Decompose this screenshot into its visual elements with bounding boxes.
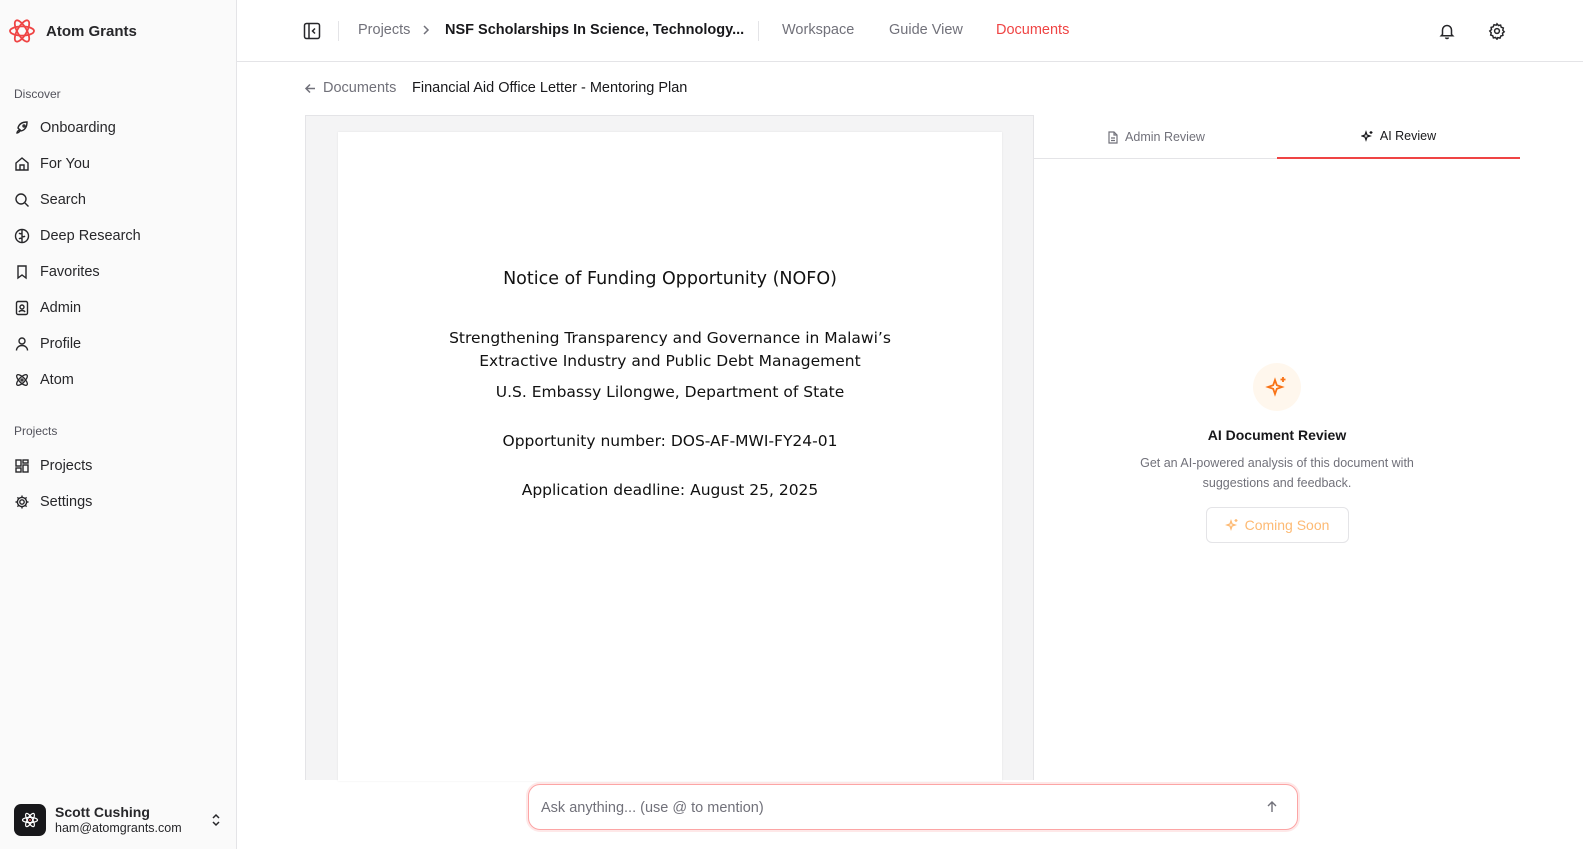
- search-icon: [14, 192, 30, 208]
- sidebar-item-search[interactable]: [8, 182, 228, 218]
- sidebar-item-label: Favorites: [40, 264, 100, 280]
- doc-agency: U.S. Embassy Lilongwe, Department of State: [495, 383, 845, 401]
- sidebar-item-label: Onboarding: [40, 120, 116, 136]
- tab-workspace[interactable]: Workspace: [782, 22, 855, 38]
- section-label-discover: Discover: [14, 87, 61, 101]
- coming-soon-label: Coming Soon: [1244, 517, 1330, 533]
- rocket-icon: [14, 120, 30, 136]
- user-name: Scott Cushing: [55, 804, 150, 820]
- brain-icon: [14, 228, 30, 244]
- admin-badge-icon: [14, 300, 30, 316]
- doc-subtitle: Strengthening Transparency and Governance in Malawi’s Extractive Industry and Public Debt Management: [449, 329, 891, 370]
- sidebar-item-label: Admin: [40, 300, 82, 316]
- breadcrumb-projects[interactable]: Projects: [358, 22, 411, 38]
- sparkles-icon: [1225, 518, 1239, 532]
- back-label: Documents: [323, 80, 397, 96]
- sidebar-item-settings[interactable]: [8, 484, 228, 520]
- tab-label: Admin Review: [1125, 130, 1205, 144]
- user-meta: [55, 804, 182, 836]
- coming-soon-button[interactable]: [1206, 507, 1349, 543]
- tab-admin-review[interactable]: [1034, 115, 1277, 159]
- back-to-documents-link[interactable]: [304, 80, 396, 96]
- gear-icon: [14, 494, 30, 510]
- sidebar-toggle-icon[interactable]: [303, 22, 321, 40]
- sparkles-icon: [1361, 130, 1374, 143]
- document-icon: [1106, 131, 1119, 144]
- atom-logo-icon: [8, 17, 36, 45]
- doc-heading: Notice of Funding Opportunity (NOFO): [503, 269, 837, 289]
- document-viewer[interactable]: [305, 115, 1034, 780]
- section-label-projects: Projects: [14, 424, 58, 438]
- user-icon: [14, 336, 30, 352]
- chat-input[interactable]: [541, 797, 1241, 819]
- review-tabs: [1034, 115, 1520, 159]
- sparkles-icon: [1253, 363, 1301, 411]
- user-email: ham@atomgrants.com: [55, 821, 182, 835]
- sidebar-item-label: Search: [40, 192, 86, 208]
- avatar: [14, 804, 46, 836]
- review-panel: [1034, 115, 1520, 780]
- ai-review-title: AI Document Review: [1207, 427, 1347, 443]
- sidebar-item-onboarding[interactable]: [8, 110, 228, 146]
- sidebar-item-label: Projects: [40, 458, 93, 474]
- sidebar-item-atom[interactable]: [8, 362, 228, 398]
- atom-icon: [14, 372, 30, 388]
- sidebar-item-for-you[interactable]: [8, 146, 228, 182]
- document-page: [338, 132, 1002, 781]
- sidebar-item-profile[interactable]: [8, 326, 228, 362]
- projects-nav: [8, 448, 228, 520]
- sidebar-item-projects[interactable]: [8, 448, 228, 484]
- tab-ai-review[interactable]: [1277, 115, 1520, 159]
- bell-icon[interactable]: [1438, 22, 1456, 40]
- top-bar: [237, 0, 1583, 62]
- grid-icon: [14, 458, 30, 474]
- chevron-right-icon: [419, 23, 433, 37]
- page-fade: [338, 757, 1002, 781]
- breadcrumb-current-project[interactable]: NSF Scholarships In Science, Technology...: [445, 22, 745, 38]
- sidebar-item-label: Atom: [40, 372, 74, 388]
- sidebar-item-label: For You: [40, 156, 90, 172]
- ai-review-description: Get an AI-powered analysis of this document with suggestions and feedback.: [1140, 456, 1414, 490]
- document-title: Financial Aid Office Letter - Mentoring Plan: [412, 80, 688, 96]
- divider: [338, 21, 339, 41]
- user-menu[interactable]: [14, 803, 224, 837]
- sidebar-item-favorites[interactable]: [8, 254, 228, 290]
- sidebar-item-label: Profile: [40, 336, 82, 352]
- sidebar: [0, 0, 237, 849]
- ai-review-empty-state: [1034, 363, 1520, 543]
- tab-documents[interactable]: Documents: [996, 22, 1070, 38]
- gear-icon[interactable]: [1488, 22, 1506, 40]
- sidebar-item-label: Settings: [40, 494, 93, 510]
- brand-name: Atom Grants: [46, 22, 137, 40]
- discover-nav: [8, 110, 228, 398]
- bookmark-icon: [14, 264, 30, 280]
- divider: [758, 21, 759, 41]
- sidebar-item-deep-research[interactable]: [8, 218, 228, 254]
- send-arrow-up-icon[interactable]: [1265, 800, 1279, 814]
- doc-deadline: Application deadline: August 25, 2025: [521, 481, 819, 499]
- sidebar-item-label: Deep Research: [40, 228, 141, 244]
- tab-label: AI Review: [1379, 129, 1437, 143]
- sidebar-item-admin[interactable]: [8, 290, 228, 326]
- brand[interactable]: [8, 16, 137, 46]
- chevron-up-down-icon[interactable]: [208, 812, 224, 828]
- arrow-left-icon: [304, 82, 317, 95]
- doc-opportunity-number: Opportunity number: DOS-AF-MWI-FY24-01: [502, 432, 838, 450]
- chat-input-bar: [528, 784, 1298, 830]
- home-icon: [14, 156, 30, 172]
- tab-guide-view[interactable]: Guide View: [889, 22, 963, 38]
